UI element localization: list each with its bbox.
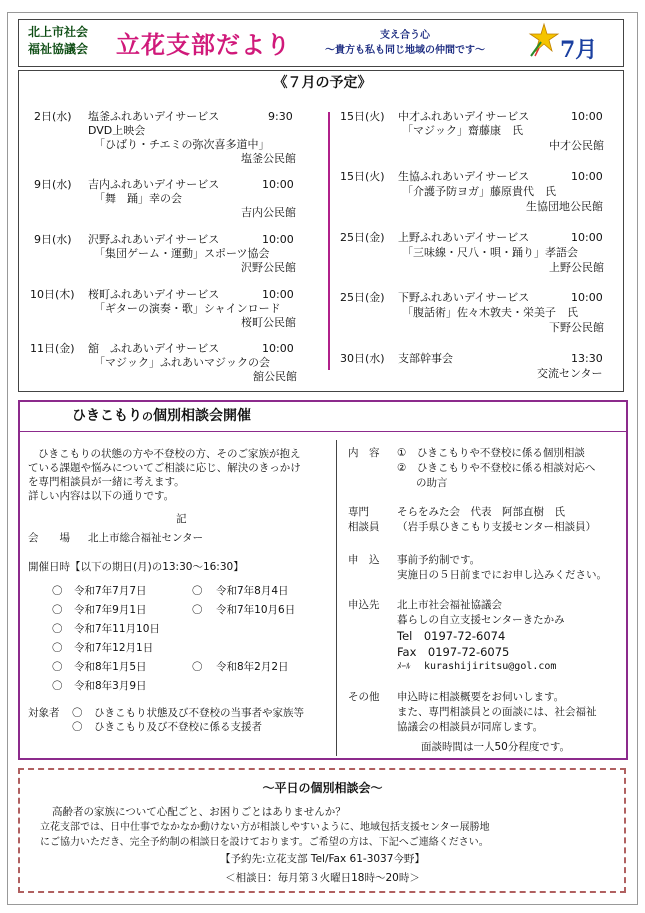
ki-mark: 記 — [176, 513, 187, 525]
session-time-note: 面談時間は一人50分程度です。 — [421, 741, 571, 753]
event-detail: 「舞 踊」幸の会 — [94, 192, 182, 205]
event-name: 吉内ふれあいデイサービス — [88, 178, 220, 191]
content-item: ② ひきこもりや不登校に係る相談対応へ — [397, 462, 596, 474]
contact-center: 暮らしの自立支援センターきたかみ — [397, 614, 565, 626]
contact-email[interactable]: kurashijiritsu@gol.com — [424, 661, 557, 672]
event-detail: 「ひばり・チエミの弥次喜多道中」 — [94, 138, 270, 151]
event-date: 10日(木) — [30, 288, 75, 301]
event-detail: 「ギターの演奏・歌」シャインロード — [94, 302, 281, 315]
motto-heading: 支え合う心 — [380, 30, 430, 41]
bullet-icon: 〇 — [192, 604, 203, 616]
date-item: 令和7年11月10日 — [74, 623, 160, 635]
event-time: 10:00 — [262, 178, 294, 191]
event-date: 15日(火) — [340, 110, 385, 123]
target-label: 対象者 — [28, 707, 60, 719]
other-label: その他 — [348, 691, 380, 703]
contact-tel: Tel 0197-72-6074 — [397, 629, 506, 643]
event-venue: 舘公民館 — [253, 370, 297, 383]
event-detail: 「腹話術」佐々木敦夫・栄美子 氏 — [402, 306, 578, 319]
staff-name: そらをみた会 代表 阿部直樹 氏 — [397, 506, 565, 518]
bullet-icon: 〇 — [72, 707, 83, 719]
bullet-icon: 〇 — [192, 661, 203, 673]
event-venue: 吉内公民館 — [241, 206, 296, 219]
event-venue: 塩釜公民館 — [241, 152, 296, 165]
event-name: 舘 ふれあいデイサービス — [88, 342, 220, 355]
event-date: 9日(水) — [34, 233, 72, 246]
event-time: 13:30 — [571, 352, 603, 365]
tanabata-star-icon — [527, 22, 561, 58]
contact-label: 申込先 — [348, 599, 380, 611]
event-time: 10:00 — [571, 231, 603, 244]
event-time: 10:00 — [571, 170, 603, 183]
event-date: 2日(水) — [34, 110, 72, 123]
event-name: 沢野ふれあいデイサービス — [88, 233, 220, 246]
date-item: 令和8年2月2日 — [216, 661, 289, 673]
weekday-text: 立花支部では、日中仕事でなかなか動けない方が相談しやすいように、地域包括支援センター展勝地 — [40, 822, 490, 833]
heading-part: 個別相談会開催 — [153, 408, 251, 424]
venue-label: 会 場 — [28, 532, 70, 544]
event-name: 下野ふれあいデイサービス — [398, 291, 530, 304]
weekday-contact: 【予約先:立花支部 Tel/Fax 61-3037今野】 — [220, 853, 425, 865]
bullet-icon: 〇 — [52, 642, 63, 654]
date-item: 令和7年10月6日 — [216, 604, 296, 616]
contact-org: 北上市社会福祉協議会 — [397, 599, 502, 611]
event-date: 30日(水) — [340, 352, 385, 365]
newsletter-title: 立花支部だより — [116, 30, 291, 59]
bullet-icon: 〇 — [52, 661, 63, 673]
event-venue: 生協団地公民館 — [526, 200, 603, 213]
dates-label: 開催日時【以下の期日(月)の13:30～16:30】 — [28, 561, 244, 573]
date-item: 令和7年12月1日 — [74, 642, 154, 654]
date-item: 令和8年3月9日 — [74, 680, 147, 692]
event-detail: 「集団ゲーム・運動」スポーツ協会 — [94, 247, 270, 260]
bullet-icon: 〇 — [192, 585, 203, 597]
org-line-1: 北上市社会 — [28, 25, 89, 39]
event-date: 15日(火) — [340, 170, 385, 183]
heading-part: の — [142, 410, 153, 423]
event-time: 9:30 — [268, 110, 293, 123]
apply-label: 申 込 — [348, 554, 380, 566]
event-date: 11日(金) — [30, 342, 75, 355]
org-name — [28, 24, 108, 58]
bullet-icon: 〇 — [72, 721, 83, 733]
intro-line: ひきこもりの状態の方や不登校の方、そのご家族が抱え — [38, 448, 301, 460]
event-date: 9日(水) — [34, 178, 72, 191]
motto-subtitle: ～貴方も私も同じ地域の仲間です～ — [325, 45, 485, 56]
schedule-title: 《７月の予定》 — [273, 75, 372, 91]
event-name: 生協ふれあいデイサービス — [398, 170, 530, 183]
content-label: 内 容 — [348, 447, 380, 459]
org-line-2: 福祉協議会 — [28, 42, 89, 56]
weekday-title: ～平日の個別相談会～ — [262, 781, 383, 795]
mail-label: ﾒｰﾙ — [397, 662, 411, 672]
hikikomori-heading — [72, 405, 251, 425]
date-item: 令和7年8月4日 — [216, 585, 289, 597]
target-item: ひきこもり及び不登校に係る支援者 — [94, 721, 262, 733]
staff-affiliation: （岩手県ひきこもり支援センター相談員） — [397, 521, 597, 533]
intro-line: 詳しい内容は以下の通りです。 — [28, 490, 175, 502]
other-text: また、専門相談員との面談には、社会福祉 — [397, 706, 597, 718]
event-time: 10:00 — [571, 110, 603, 123]
event-time: 10:00 — [571, 291, 603, 304]
bullet-icon: 〇 — [52, 680, 63, 692]
event-name: 上野ふれあいデイサービス — [398, 231, 530, 244]
issue-month: 7月 — [560, 37, 598, 63]
staff-label: 専門 — [348, 506, 369, 518]
event-venue: 上野公民館 — [549, 261, 604, 274]
event-time: 10:00 — [262, 342, 294, 355]
date-item: 令和8年1月5日 — [74, 661, 147, 673]
contact-fax: Fax 0197-72-6075 — [397, 645, 510, 659]
event-name: 塩釜ふれあいデイサービス — [88, 110, 220, 123]
column-divider — [336, 440, 337, 756]
event-detail: DVD上映会 — [88, 124, 146, 137]
bullet-icon: 〇 — [52, 585, 63, 597]
other-text: 申込時に相談概要をお伺いします。 — [397, 691, 565, 703]
content-item: ① ひきこもりや不登校に係る個別相談 — [397, 447, 585, 459]
bullet-icon: 〇 — [52, 623, 63, 635]
event-name: 中才ふれあいデイサービス — [398, 110, 530, 123]
bullet-icon: 〇 — [52, 604, 63, 616]
event-name: 桜町ふれあいデイサービス — [88, 288, 220, 301]
content-item: の助言 — [416, 477, 448, 489]
apply-text: 事前予約制です。 — [397, 554, 481, 566]
event-detail: 「マジック」ふれあいマジックの会 — [94, 356, 270, 369]
weekday-schedule: ＜相談日：毎月第３火曜日18時～20時＞ — [225, 872, 420, 884]
section-divider — [18, 431, 628, 432]
weekday-text: 高齢者の家族について心配ごと、お困りごとはありませんか？ — [52, 806, 346, 818]
event-venue: 下野公民館 — [549, 321, 604, 334]
event-venue: 交流センター — [537, 367, 603, 380]
event-venue: 桜町公民館 — [241, 316, 296, 329]
event-venue: 中才公民館 — [549, 139, 604, 152]
event-date: 25日(金) — [340, 291, 385, 304]
event-date: 25日(金) — [340, 231, 385, 244]
event-venue: 沢野公民館 — [241, 261, 296, 274]
schedule-divider — [328, 112, 330, 370]
intro-line: を専門相談員が一緒に考えます。 — [28, 476, 185, 488]
staff-label: 相談員 — [348, 521, 380, 533]
date-item: 令和7年9月1日 — [74, 604, 147, 616]
date-item: 令和7年7月7日 — [74, 585, 147, 597]
weekday-text: にご協力いただき、完全予約制の相談日を設けております。ご希望の方は、下記へご連絡ください。 — [40, 837, 489, 848]
heading-part: ひきこもり — [72, 408, 142, 424]
target-item: ひきこもり状態及び不登校の当事者や家族等 — [94, 707, 304, 719]
other-text: 協議会の相談員が同席します。 — [397, 721, 544, 733]
apply-text: 実施日の５日前までにお申し込みください。 — [397, 569, 607, 581]
event-detail: 「三味線・尺八・唄・踊り」孝語会 — [402, 246, 578, 259]
event-detail: 「マジック」齋藤康 氏 — [402, 124, 523, 137]
event-detail: 「介護予防ヨガ」藤原貴代 氏 — [402, 185, 556, 198]
event-time: 10:00 — [262, 288, 294, 301]
event-name: 支部幹事会 — [398, 352, 453, 365]
intro-line: ている課題や悩みについてご相談に応じ、解決のきっかけ — [28, 462, 301, 474]
venue-value: 北上市総合福祉センター — [88, 532, 204, 544]
event-time: 10:00 — [262, 233, 294, 246]
